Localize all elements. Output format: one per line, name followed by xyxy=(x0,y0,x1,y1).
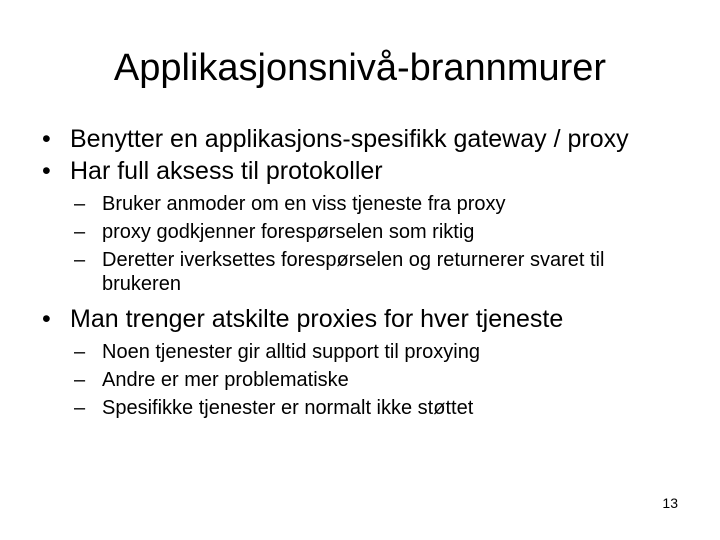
bullet-item xyxy=(42,126,682,152)
bullet-item xyxy=(42,158,682,184)
sub-bullet-marker: – xyxy=(74,249,86,271)
bullet-text: Man trenger atskilte proxies for hver tjeneste xyxy=(70,305,564,333)
sub-bullet-list xyxy=(74,340,682,420)
sub-bullet-marker: – xyxy=(74,341,86,363)
sub-bullet-marker: – xyxy=(74,397,86,419)
sub-bullet-item xyxy=(74,396,682,420)
bullet-item xyxy=(42,306,682,332)
sub-bullet-marker: – xyxy=(74,369,86,391)
sub-bullet-item xyxy=(74,248,682,296)
sub-bullet-item xyxy=(74,220,682,244)
sub-bullet-marker: – xyxy=(74,193,86,215)
sub-bullet-item xyxy=(74,192,682,216)
sub-bullet-item xyxy=(74,340,682,364)
bullet-list xyxy=(42,126,682,424)
sub-bullet-text: Spesifikke tjenester er normalt ikke støttet xyxy=(102,397,474,419)
sub-bullet-text: Bruker anmoder om en viss tjeneste fra proxy xyxy=(102,193,506,215)
sub-bullet-text: proxy godkjenner forespørselen som riktig xyxy=(102,221,475,243)
sub-bullet-list xyxy=(74,192,682,296)
sub-bullet-text: Andre er mer problematiske xyxy=(102,369,349,391)
page-number: 13 xyxy=(662,495,678,511)
bullet-marker: • xyxy=(42,305,51,333)
sub-bullet-marker: – xyxy=(74,221,86,243)
sub-bullet-text: Noen tjenester gir alltid support til proxying xyxy=(102,341,480,363)
slide-title: Applikasjonsnivå-brannmurer xyxy=(113,47,607,89)
bullet-marker: • xyxy=(42,157,51,185)
bullet-text: Benytter en applikasjons-spesifikk gateway / proxy xyxy=(70,125,629,153)
bullet-text: Har full aksess til protokoller xyxy=(70,157,383,185)
sub-bullet-item xyxy=(74,368,682,392)
bullet-marker: • xyxy=(42,125,51,153)
sub-bullet-text: Deretter iverksettes forespørselen og returnerer svaret til brukeren xyxy=(102,249,605,295)
